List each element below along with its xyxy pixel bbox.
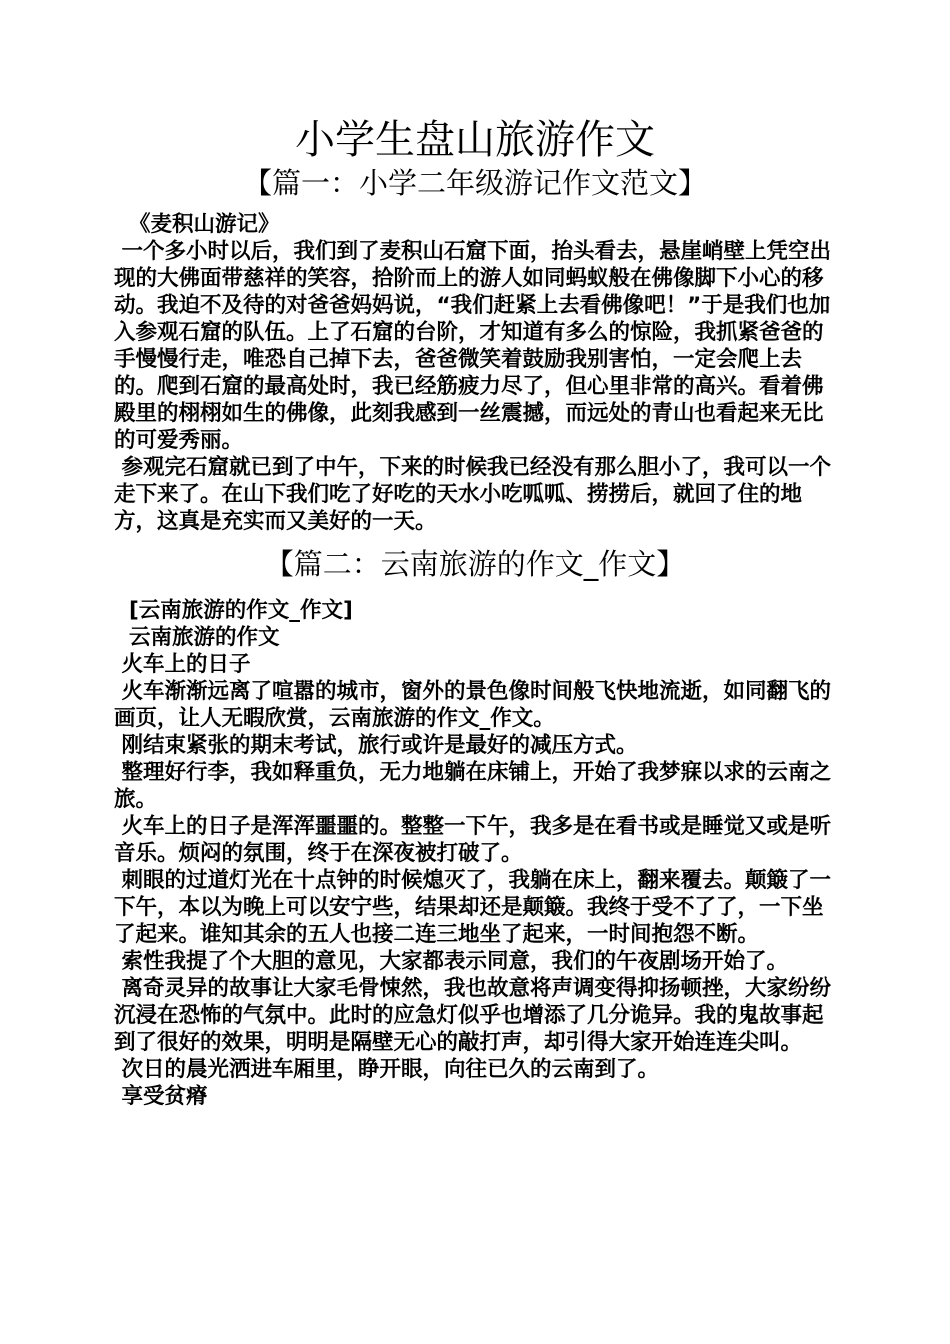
section-one-body bbox=[114, 211, 844, 535]
paragraph: 火车上的日子是浑浑噩噩的。整整一下午，我多是在看书或是睡觉又或是听音乐。烦闷的氛围，终于在深夜被打破了。 bbox=[114, 814, 832, 866]
paragraph: 次日的晨光洒进车厢里，睁开眼，向往已久的云南到了。 bbox=[114, 1057, 660, 1082]
paragraph: 火车渐渐远离了喧嚣的城市，窗外的景色像时间般飞快地流逝，如同翻飞的画页，让人无暇欣赏，云南旅游的作文_作文。 bbox=[114, 679, 832, 731]
section-two-body bbox=[114, 597, 844, 1110]
paragraph: 刚结束紧张的期末考试，旅行或许是最好的减压方式。 bbox=[114, 733, 638, 758]
paragraph: 索性我提了个大胆的意见，大家都表示同意，我们的午夜剧场开始了。 bbox=[114, 949, 789, 974]
section-two-heading: 【篇二：云南旅游的作文_作文】 bbox=[264, 547, 686, 581]
paragraph: 整理好行李，我如释重负，无力地躺在床铺上，开始了我梦寐以求的云南之旅。 bbox=[114, 760, 832, 812]
paragraph: 参观完石窟就已到了中午，下来的时候我已经没有那么胆小了，我可以一个走下来了。在山下我们吃了好吃的天水小吃呱呱、捞捞后，就回了住的地方，这真是充实而又美好的一天。 bbox=[114, 455, 832, 534]
paragraph: 刺眼的过道灯光在十点钟的时候熄灭了，我躺在床上，翻来覆去。颠簸了一下午，本以为晚上可以安宁些，结果却还是颠簸。我终于受不了了，一下坐了起来。谁知其余的五人也接二连三地坐了起来，一时间抱怨不断。 bbox=[114, 868, 832, 947]
paragraph: [云南旅游的作文_作文] bbox=[114, 598, 353, 623]
paragraph: 享受贫瘠 bbox=[114, 1084, 208, 1109]
section-one-heading: 【篇一：小学二年级游记作文范文】 bbox=[242, 166, 707, 200]
paragraph: 一个多小时以后，我们到了麦积山石窟下面，抬头看去，悬崖峭壁上凭空出现的大佛面带慈祥的笑容，拾阶而上的游人如同蚂蚁般在佛像脚下小心的移动。我迫不及待的对爸爸妈妈说，“我们赶紧上去看佛像吧！”于是我们也加入参观石窟的队伍。上了石窟的台阶，才知道有多么的惊险，我抓紧爸爸的手慢慢行走，唯恐自己掉下去，爸爸微笑着鼓励我别害怕，一定会爬上去的。爬到石窟的最高处时，我已经筋疲力尽了，但心里非常的高兴。看着佛殿里的栩栩如生的佛像，此刻我感到一丝震撼，而远处的青山也看起来无比的可爱秀丽。 bbox=[114, 239, 832, 453]
paragraph: 云南旅游的作文 bbox=[114, 625, 280, 650]
paragraph: 离奇灵异的故事让大家毛骨悚然，我也故意将声调变得抑扬顿挫，大家纷纷沉浸在恐怖的气氛中。此时的应急灯似乎也增添了几分诡异。我的鬼故事起到了很好的效果，明明是隔壁无心的敲打声，却引得大家开始连连尖叫。 bbox=[114, 976, 832, 1055]
document-title: 小学生盘山旅游作文 bbox=[295, 117, 655, 163]
paragraph: 《麦积山游记》 bbox=[114, 212, 280, 237]
paragraph: 火车上的日子 bbox=[114, 652, 251, 677]
